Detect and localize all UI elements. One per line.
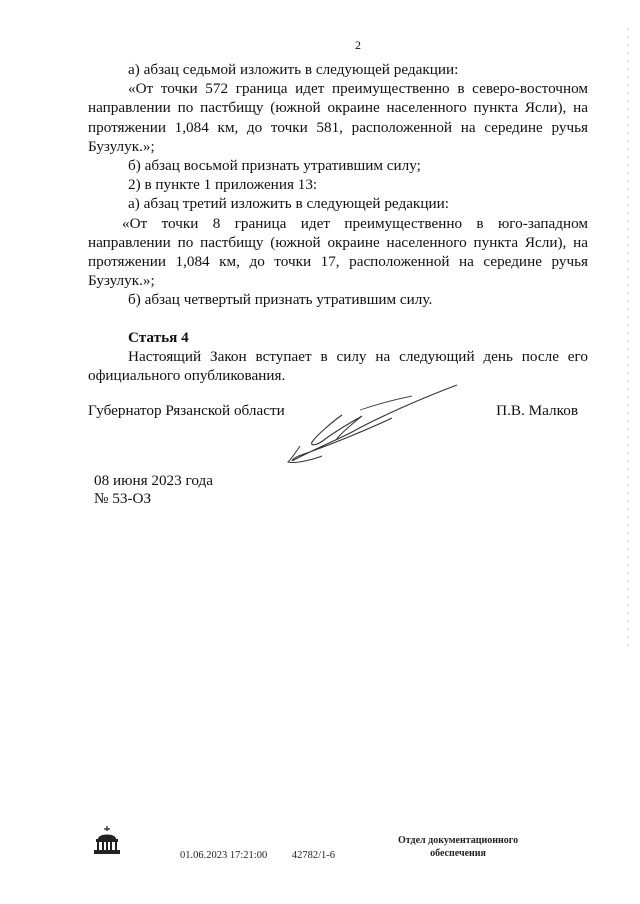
footer-timestamp: 01.06.2023 17:21:00 [180,850,268,861]
paragraph-1: а) абзац седьмой изложить в следующей редакции: [128,61,459,78]
footer-reg-number: 42782/1-6 [291,850,336,861]
date-block [94,472,213,508]
department-line-2: обеспечения [430,848,486,859]
paragraph-5: а) абзац третий изложить в следующей редакции: [128,195,449,213]
law-date: 08 июня 2023 года [94,472,214,489]
page-number: 2 [355,38,361,52]
department-stamp [398,834,518,860]
article-title: Статья 4 [128,328,189,346]
footer-stamp [180,850,357,861]
paragraph-2: «От точки 572 граница идет преимущественно в северо-восточном направлении по пастбищу (южной окраине населенного пункта Ясли), на протяжении 1,084 км, до точки 581, расположенной на середине ручья Бузулук.»; [88,80,588,155]
law-number: № 53-ОЗ [94,490,152,507]
scan-edge-mark [626,28,630,648]
paragraph-6: «От точки 8 граница идет преимущественно в юго-западном направлении по пастбищу (южной окраине населенного пункта Ясли), на протяжении 1,084 км, до точки 17, расположенной на середине ручья Бузулук.»; [88,214,588,290]
department-line-1: Отдел документационного [398,835,519,846]
paragraph-4: 2) в пункте 1 приложения 13: [128,176,318,194]
signatory-title: Губернатор Рязанской области [88,402,285,419]
emblem-icon [92,824,122,856]
paragraph-7: б) абзац четвертый признать утратившим силу. [128,291,433,309]
handwritten-signature [282,380,462,470]
signatory-name: П.В. Малков [496,402,578,419]
paragraph-3: б) абзац восьмой признать утратившим силу; [128,157,421,175]
document-body [88,60,588,385]
article-text: Настоящий Закон вступает в силу на следующий день после его официального опубликования. [88,347,588,385]
